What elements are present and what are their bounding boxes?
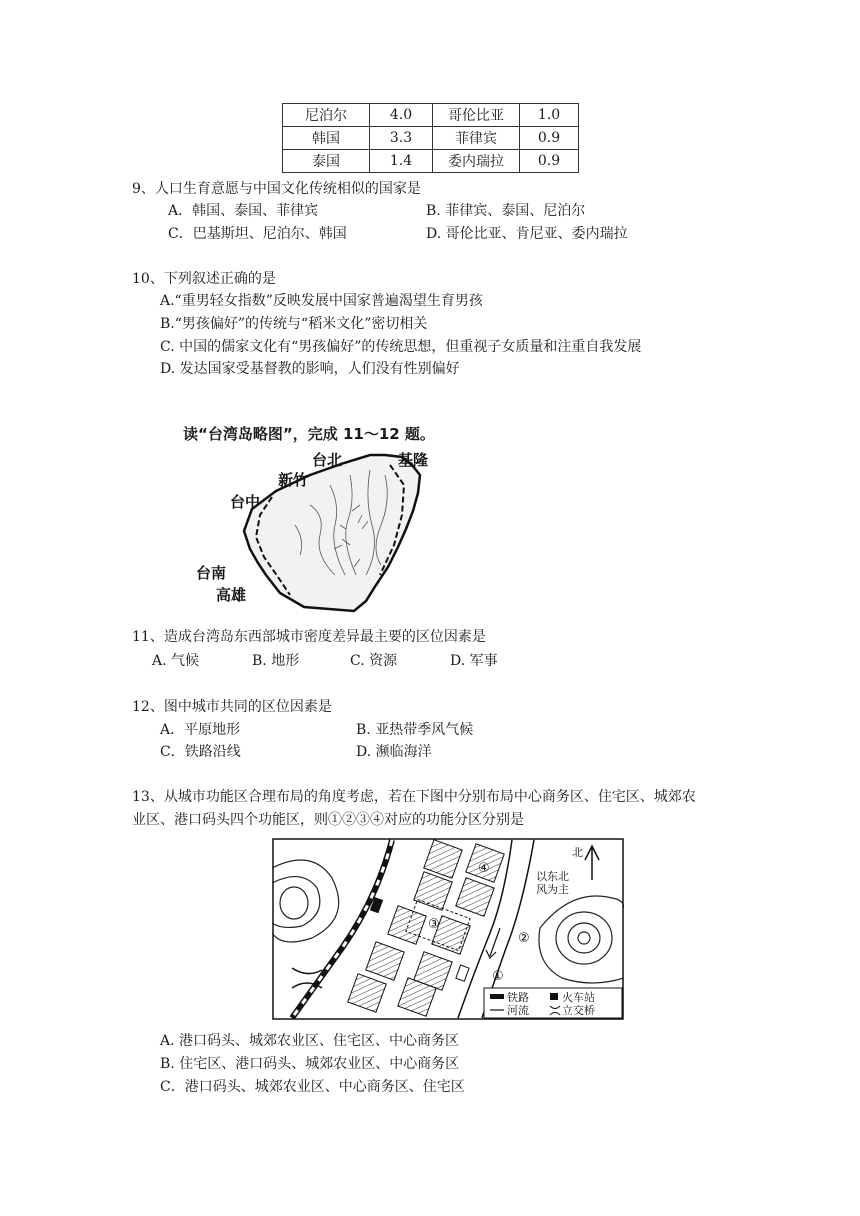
map-caption: 读“台湾岛略图”，完成 11～12 题。: [183, 425, 435, 443]
label-taizhong: 台中: [230, 493, 261, 511]
taiwan-island-outline: [244, 455, 420, 611]
marker-3: ③: [428, 917, 440, 932]
question-12-stem: 12、图中城市共同的区位因素是: [132, 699, 332, 715]
question-13-option-c: C．港口码头、城郊农业区、中心商务区、住宅区: [160, 1079, 465, 1095]
marker-2: ②: [518, 931, 530, 946]
table-row: [283, 127, 579, 150]
table-cell: 尼泊尔: [283, 104, 370, 127]
legend-rail-label: 铁路: [507, 991, 529, 1004]
question-12-option-d: D. 濒临海洋: [356, 744, 432, 760]
table-cell: 1.4: [370, 150, 433, 173]
question-10-option-a: A.“重男轻女指数”反映发展中国家普遍渴望生育男孩: [160, 293, 483, 309]
table-cell: 哥伦比亚: [433, 104, 520, 127]
question-12-option-c: C．铁路沿线: [160, 744, 241, 760]
legend-station-label: 火车站: [562, 991, 595, 1004]
question-10-option-d: D. 发达国家受基督教的影响，人们没有性别偏好: [160, 361, 460, 377]
question-13-stem-line2: 业区、港口码头四个功能区，则①②③④对应的功能分区分别是: [132, 812, 524, 828]
marker-1: ①: [492, 969, 504, 984]
table-cell: 泰国: [283, 150, 370, 173]
question-11-stem: 11、造成台湾岛东西部城市密度差异最主要的区位因素是: [132, 629, 486, 645]
question-9-option-a: A．韩国、泰国、菲律宾: [168, 203, 319, 219]
north-label: 北: [572, 846, 583, 859]
table-cell: 韩国: [283, 127, 370, 150]
question-13-option-a: A. 港口码头、城郊农业区、住宅区、中心商务区: [160, 1033, 460, 1049]
legend-river-label: 河流: [507, 1004, 529, 1017]
question-13-option-b: B. 住宅区、港口码头、城郊农业区、中心商务区: [160, 1056, 460, 1072]
question-9-option-b: B. 菲律宾、泰国、尼泊尔: [426, 203, 586, 219]
question-9-option-d: D. 哥伦比亚、肯尼亚、委内瑞拉: [426, 226, 628, 242]
question-10-stem: 10、下列叙述正确的是: [132, 271, 276, 287]
question-12-option-b: B. 亚热带季风气候: [356, 722, 474, 738]
table-cell: 菲律宾: [433, 127, 520, 150]
label-tainan: 台南: [196, 564, 227, 582]
table-cell: 1.0: [520, 104, 579, 127]
label-taibei: 台北: [312, 451, 343, 469]
table-row: [283, 104, 579, 127]
table-cell: 0.9: [520, 127, 579, 150]
question-9-option-c: C．巴基斯坦、尼泊尔、韩国: [168, 226, 347, 242]
question-11-option-b: B. 地形: [252, 653, 300, 669]
table-cell: 委内瑞拉: [433, 150, 520, 173]
city-zone-map: [272, 838, 624, 1020]
data-table: [282, 103, 579, 173]
marker-4: ④: [478, 861, 490, 876]
table-cell: 4.0: [370, 104, 433, 127]
wind-label-line1: 以东北: [536, 870, 569, 883]
legend-bridge-label: 立交桥: [562, 1004, 595, 1017]
question-10-option-b: B.“男孩偏好”的传统与“稻米文化”密切相关: [160, 316, 428, 332]
legend-box: [484, 988, 622, 1018]
label-jilong: 基隆: [398, 451, 429, 469]
question-11-option-d: D. 军事: [450, 653, 498, 669]
table-cell: 3.3: [370, 127, 433, 150]
question-10-option-c: C. 中国的儒家文化有“男孩偏好”的传统思想，但重视子女质量和注重自我发展: [160, 339, 642, 355]
taiwan-map: [180, 445, 470, 615]
question-13-stem-line1: 13、从城市功能区合理布局的角度考虑，若在下图中分别布局中心商务区、住宅区、城郊农: [132, 789, 696, 805]
wind-label-line2: 风为主: [536, 883, 569, 896]
table-cell: 0.9: [520, 150, 579, 173]
question-11-option-a: A. 气候: [152, 653, 200, 669]
question-11-option-c: C. 资源: [350, 653, 398, 669]
question-9-stem: 9、人口生育意愿与中国文化传统相似的国家是: [132, 181, 421, 197]
label-xinzhu: 新竹: [278, 471, 309, 489]
table-row: [283, 150, 579, 173]
label-gaoxiong: 高雄: [216, 586, 247, 604]
question-12-option-a: A．平原地形: [160, 722, 241, 738]
